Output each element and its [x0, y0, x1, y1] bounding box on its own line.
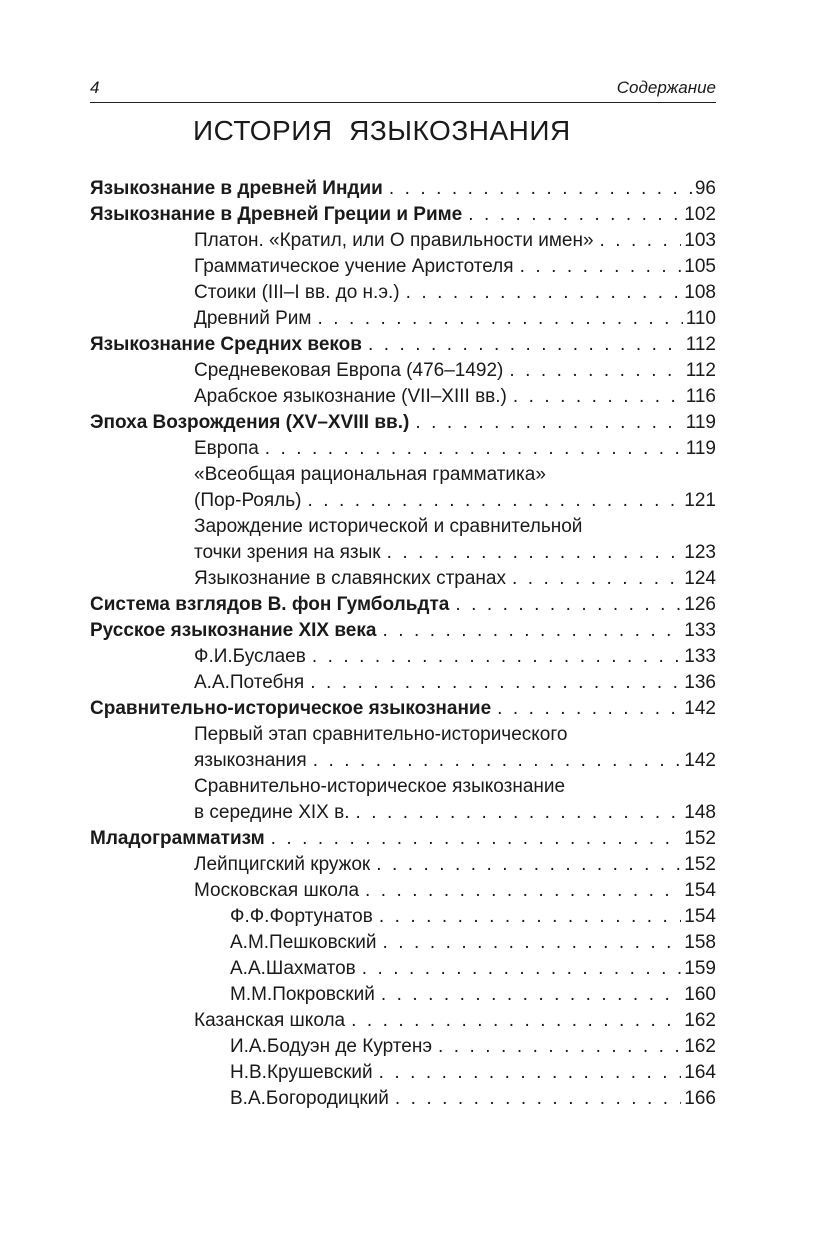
toc-entry-page-number: 126 [684, 594, 716, 615]
toc-entry-title: (Пор-Рояль) [194, 490, 302, 511]
toc-entry-title: в середине XIX в. [194, 802, 350, 823]
toc-entry-line [230, 1034, 716, 1060]
dot-leader [265, 436, 683, 462]
toc-entry-page-number: 158 [684, 932, 716, 953]
dot-leader [468, 202, 681, 228]
dot-leader [389, 176, 692, 202]
toc-entry [194, 436, 716, 462]
toc-entry-title: Младограмматизм [90, 828, 265, 849]
running-section-title: Содержание [616, 78, 716, 97]
toc-entry-title-line: «Всеобщая рациональная грамматика» [194, 464, 546, 485]
toc-entry-title: Языкознание в Древней Греции и Риме [90, 204, 463, 225]
dot-leader [395, 1086, 681, 1112]
toc-entry-page-number: 112 [685, 360, 716, 381]
dot-leader [379, 904, 681, 930]
dot-leader [387, 540, 682, 566]
toc-entry-title: А.А.Шахматов [230, 958, 356, 979]
toc-entry-line [194, 228, 716, 254]
toc-entry-title: точки зрения на язык [194, 542, 381, 563]
toc-entry [90, 826, 716, 852]
toc-entry-page-number: 154 [684, 880, 716, 901]
toc-entry-page-number: 119 [685, 412, 716, 433]
dot-leader [365, 878, 681, 904]
toc-entry-title: Ф.Ф.Фортунатов [230, 906, 373, 927]
toc-entry-title: А.М.Пешковский [230, 932, 377, 953]
toc-entry-page-number: 96 [694, 178, 716, 199]
toc-entry-title: Сравнительно-историческое языкознание [90, 698, 492, 719]
toc-entry-page-number: 124 [684, 568, 716, 589]
toc-entry-line [194, 1008, 716, 1034]
toc-entry-title: В.А.Богородицкий [230, 1088, 389, 1109]
dot-leader [438, 1034, 681, 1060]
toc-entry-line [230, 904, 716, 930]
dot-leader [512, 566, 681, 592]
toc-entry [194, 566, 716, 592]
dot-leader [376, 852, 681, 878]
toc-entry-page-number: 123 [684, 542, 716, 563]
toc-entry [194, 670, 716, 696]
toc-entry-page-number: 136 [684, 672, 716, 693]
toc-entry [90, 202, 716, 228]
dot-leader [520, 254, 682, 280]
toc-entry [90, 696, 716, 722]
toc-entry [230, 1086, 716, 1112]
toc-entry [194, 228, 716, 254]
toc-entry [194, 852, 716, 878]
toc-entry-title: Платон. «Кратил, или О правильности имен» [194, 230, 594, 251]
toc-entry-line [194, 384, 716, 410]
toc-entry [194, 878, 716, 904]
dot-leader [312, 644, 681, 670]
toc-entry [194, 254, 716, 280]
dot-leader [509, 358, 682, 384]
toc-entry-line [230, 1086, 716, 1112]
toc-entry-title: Грамматическое учение Аристотеля [194, 256, 514, 277]
toc-entry-line [194, 748, 716, 774]
toc-entry-title: Московская школа [194, 880, 360, 901]
toc-entry-line [194, 670, 716, 696]
toc-entry-line [90, 332, 716, 358]
toc-entry-line [194, 488, 716, 514]
toc-entry [90, 410, 716, 436]
toc-entry-line [230, 982, 716, 1008]
toc-entry [194, 384, 716, 410]
dot-leader [307, 488, 681, 514]
toc-entry-title-line: Зарождение исторической и сравнительной [194, 516, 583, 537]
toc-entry-title: Казанская школа [194, 1010, 346, 1031]
dot-leader [313, 748, 682, 774]
dot-leader [355, 800, 681, 826]
toc-entry-page-number: 152 [684, 854, 716, 875]
toc-entry-line [194, 254, 716, 280]
toc-entry-page-number: 108 [684, 282, 716, 303]
toc-entry-line [194, 566, 716, 592]
toc-entry-title: Языкознание Средних веков [90, 334, 362, 355]
toc-entry-title: Система взглядов В. фон Гумбольдта [90, 594, 450, 615]
toc-entry-line [230, 930, 716, 956]
toc-entry [90, 618, 716, 644]
toc-entry-line [230, 1060, 716, 1086]
toc-entry-title: И.А.Бодуэн де Куртенэ [230, 1036, 433, 1057]
dot-leader [362, 956, 682, 982]
toc-entry-title: Лейпцигский кружок [194, 854, 371, 875]
toc-entry-line [90, 176, 716, 202]
toc-entry-line [194, 358, 716, 384]
dot-leader [513, 384, 683, 410]
dot-leader [382, 618, 681, 644]
toc-entry-page-number: 133 [684, 646, 716, 667]
dot-leader [455, 592, 681, 618]
toc-entry-title: А.А.Потебня [194, 672, 305, 693]
toc-entry-page-number: 148 [684, 802, 716, 823]
toc-entry-title: Европа [194, 438, 259, 459]
toc-entry-line [90, 618, 716, 644]
toc-entry-line [194, 878, 716, 904]
dot-leader [381, 982, 681, 1008]
toc-entry-page-number: 116 [685, 386, 716, 407]
dot-leader [317, 306, 682, 332]
toc-entry [230, 930, 716, 956]
dot-leader [379, 1060, 682, 1086]
dot-leader [383, 930, 682, 956]
toc-entry-line [194, 540, 716, 566]
toc-entry-title: Стоики (III–I вв. до н.э.) [194, 282, 400, 303]
dot-leader [600, 228, 682, 254]
table-of-contents [90, 176, 716, 1112]
toc-entry-page-number: 142 [684, 750, 716, 771]
toc-entry-title: Ф.И.Буслаев [194, 646, 306, 667]
toc-entry [194, 462, 716, 514]
toc-entry-line [194, 644, 716, 670]
toc-entry-page-number: 119 [685, 438, 716, 459]
toc-entry [90, 332, 716, 358]
toc-entry-page-number: 166 [684, 1088, 716, 1109]
toc-entry-line [90, 410, 716, 436]
toc-entry-line [90, 826, 716, 852]
toc-entry-title: Древний Рим [194, 308, 312, 329]
toc-entry-title: Русское языкознание XIX века [90, 620, 377, 641]
dot-leader [351, 1008, 681, 1034]
toc-entry-page-number: 154 [684, 906, 716, 927]
toc-entry-line [90, 696, 716, 722]
toc-entry-line [230, 956, 716, 982]
toc-entry [230, 956, 716, 982]
page-number: 4 [90, 78, 100, 97]
toc-entry-line [90, 202, 716, 228]
dot-leader [271, 826, 682, 852]
toc-entry [194, 306, 716, 332]
toc-entry-page-number: 102 [684, 204, 716, 225]
toc-entry-title: Языкознание в древней Индии [90, 178, 383, 199]
toc-entry-line [194, 852, 716, 878]
toc-entry-line [194, 280, 716, 306]
toc-entry-page-number: 152 [684, 828, 716, 849]
dot-leader [368, 332, 683, 358]
toc-entry-title: М.М.Покровский [230, 984, 375, 1005]
toc-entry-page-number: 112 [685, 334, 716, 355]
toc-entry-line [90, 592, 716, 618]
toc-entry [194, 722, 716, 774]
toc-entry [194, 280, 716, 306]
toc-entry-title: Эпоха Возрождения (XV–XVIII вв.) [90, 412, 410, 433]
toc-entry [90, 176, 716, 202]
toc-entry-page-number: 162 [684, 1010, 716, 1031]
dot-leader [310, 670, 681, 696]
toc-entry [194, 358, 716, 384]
toc-entry-page-number: 133 [684, 620, 716, 641]
dot-leader [415, 410, 682, 436]
chapter-title: ИСТОРИЯ ЯЗЫКОЗНАНИЯ [193, 115, 571, 146]
toc-entry-title-line: Сравнительно-историческое языкознание [194, 776, 566, 797]
toc-entry-title: языкознания [194, 750, 307, 771]
toc-entry-title: Языкознание в славянских странах [194, 568, 506, 589]
running-header [90, 74, 716, 103]
toc-entry [230, 1060, 716, 1086]
toc-entry-line [194, 800, 716, 826]
toc-entry-page-number: 159 [684, 958, 716, 979]
toc-entry-title: Н.В.Крушевский [230, 1062, 373, 1083]
toc-entry-page-number: 164 [684, 1062, 716, 1083]
dot-leader [497, 696, 681, 722]
toc-entry-page-number: 103 [684, 230, 716, 251]
toc-entry-page-number: 142 [684, 698, 716, 719]
dot-leader [406, 280, 682, 306]
toc-entry [230, 982, 716, 1008]
toc-entry-page-number: 121 [684, 490, 716, 511]
toc-entry-title: Арабское языкознание (VII–XIII вв.) [194, 386, 507, 407]
toc-entry [194, 774, 716, 826]
toc-entry [230, 1034, 716, 1060]
toc-entry-page-number: 160 [684, 984, 716, 1005]
toc-entry-line [194, 306, 716, 332]
toc-entry [194, 644, 716, 670]
toc-entry [194, 1008, 716, 1034]
toc-entry [90, 592, 716, 618]
toc-entry-page-number: 110 [685, 308, 716, 329]
toc-entry-title-line: Первый этап сравнительно-исторического [194, 724, 568, 745]
toc-entry [194, 514, 716, 566]
toc-entry-page-number: 162 [684, 1036, 716, 1057]
toc-entry-title: Средневековая Европа (476–1492) [194, 360, 504, 381]
toc-entry [230, 904, 716, 930]
toc-entry-page-number: 105 [684, 256, 716, 277]
toc-entry-line [194, 436, 716, 462]
